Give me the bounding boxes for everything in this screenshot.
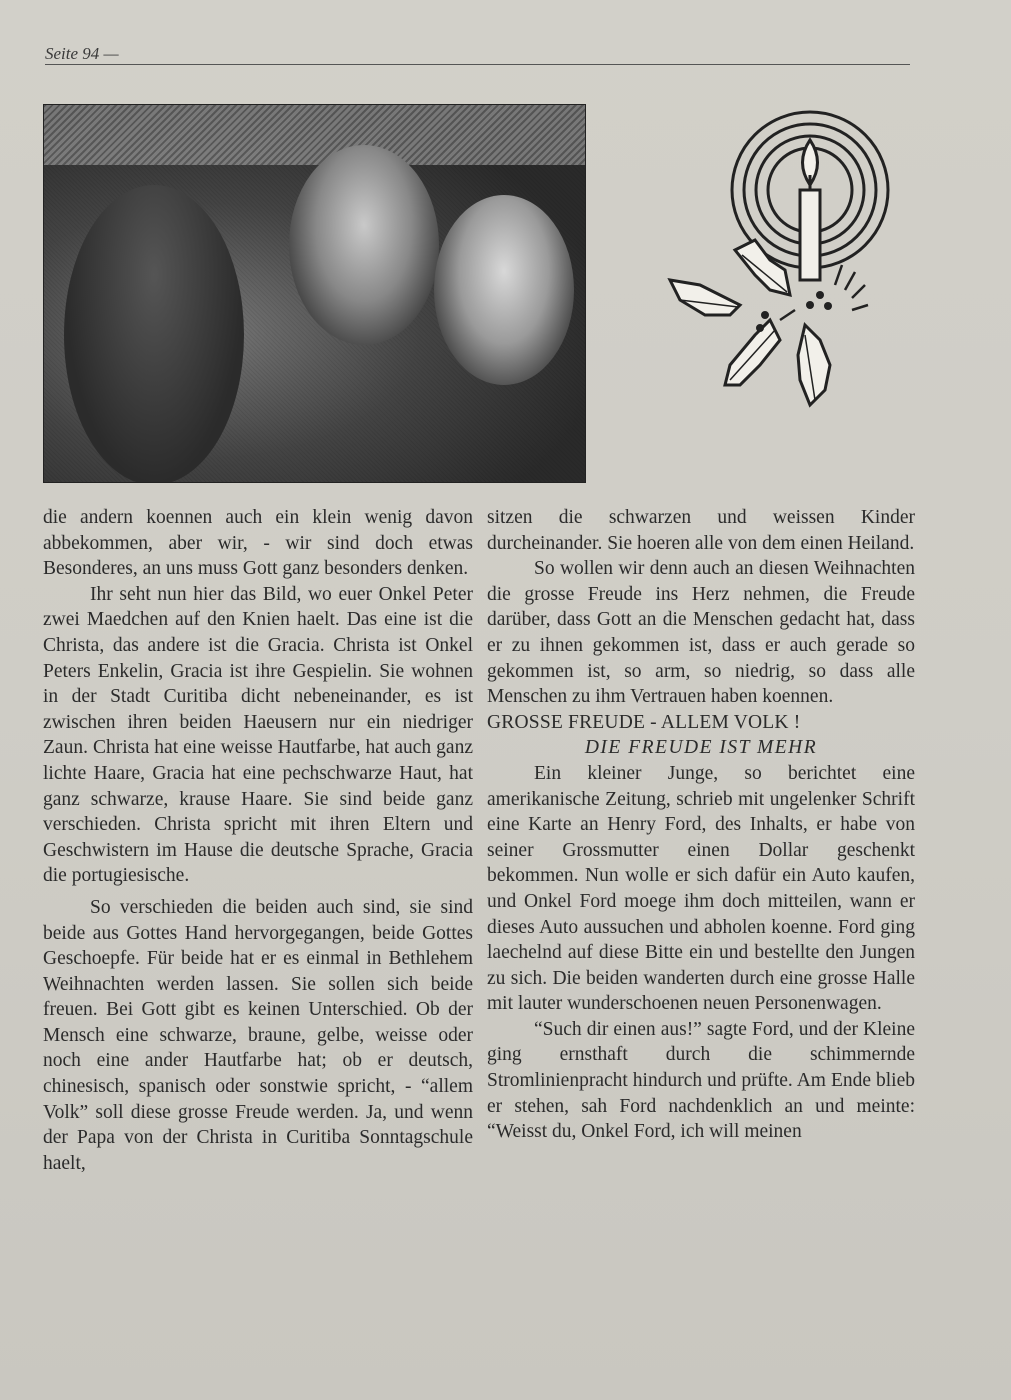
- section-subheading: DIE FREUDE IST MEHR: [584, 737, 818, 759]
- photo-figure-dark-child: [64, 185, 244, 483]
- section-headline: GROSSE FREUDE - ALLEM VOLK !: [487, 711, 801, 733]
- page-number-header: Seite 94 —: [45, 44, 119, 63]
- photo-elderly-man-with-children: [43, 104, 586, 483]
- right-paragraph-3: Ein kleiner Junge, so berichtet eine amerikanische Zeitung, schrieb mit ungelenker Schrift eine Karte an Henry Ford, des Inhalts, er habe von seiner Grossmutter einen Dollar geschenkt bekommen. Nun wolle er sich dafür ein Auto kaufen, und Onkel Ford moege ihm doch mitteilen, wann er dieses Auto aussuchen und abholen koenne. Ford ging laechelnd auf diese Bitte ein und bestellte den Jungen zu sich. Die beiden wanderten durch eine grosse Halle mit lauter wunderschoenen neuen Personenwagen.: [487, 762, 915, 1015]
- candle-holly-ornament: [660, 100, 900, 420]
- right-paragraph-1: sitzen die schwarzen und weissen Kinder durcheinander. Sie hoeren alle von dem einen Heiland.: [487, 507, 915, 554]
- left-paragraph-2: Ihr seht nun hier das Bild, wo euer Onkel Peter zwei Maedchen auf den Knien haelt. Das eine ist die Christa, das andere ist die Gracia. Christa ist Onkel Peters Enkelin, Gracia ist ihre Gespielin. Sie wohnen in der Stadt Curitiba dicht nebeneinander, es ist zwischen ihren beiden Haeusern nur ein niedriger Zaun. Christa hat eine weisse Hautfarbe, hat auch ganz lichte Haare, Gracia hat eine pechschwarze Haut, hat ganz schwarze, krause Haare. Sie sind beide ganz verschieden. Christa spricht mit ihren Eltern und Geschwistern im Hause die deutsche Sprache, Gracia die portugiesische.: [43, 583, 473, 887]
- photo-figure-light-child: [434, 195, 574, 385]
- right-text-column: [487, 505, 915, 1145]
- left-paragraph-1: die andern koennen auch ein klein wenig davon abbekommen, aber wir, - wir sind doch etwas Besonderes, an uns muss Gott ganz besonders denken.: [43, 507, 473, 580]
- right-paragraph-2: So wollen wir denn auch an diesen Weihnachten die grosse Freude ins Herz nehmen, die Freude darüber, dass Gott an die Menschen gedacht hat, dass er zu ihnen gekommen ist, dass er auch gerade so gekommen ist, so arm, so niedrig, so dass alle Menschen zu ihm Vertrauen haben koennen.: [487, 558, 915, 708]
- photo-figure-grandfather: [289, 145, 439, 345]
- header-rule: [45, 64, 910, 65]
- left-text-column: [43, 505, 473, 1176]
- left-paragraph-3: So verschieden die beiden auch sind, sie sind beide aus Gottes Hand hervorgegangen, beide Gottes Geschoepfe. Für beide hat er es einmal in Bethlehem Weihnachten werden lassen. Sie sollen sich beide freuen. Bei Gott gibt es keinen Unterschied. Ob der Mensch eine schwarze, braune, gelbe, weisse oder noch eine ander Hautfarbe hat; ob er deutsch, chinesisch, spanisch oder sonstwie spricht, - “allem Volk” soll diese grosse Freude werden. Ja, und wenn der Papa von der Christa in Curitiba Sonntagschule haelt,: [43, 896, 473, 1174]
- right-paragraph-4: “Such dir einen aus!” sagte Ford, und der Kleine ging ernsthaft durch die schimmernde Stromlinienpracht hindurch und prüfte. Am Ende blieb er stehen, sah Ford nachdenklich an und meinte: “Weisst du, Onkel Ford, ich will meinen: [487, 1018, 915, 1143]
- photo-background: [44, 105, 585, 165]
- candle-glow-rays-icon: [780, 265, 868, 320]
- candle-icon: [800, 140, 820, 280]
